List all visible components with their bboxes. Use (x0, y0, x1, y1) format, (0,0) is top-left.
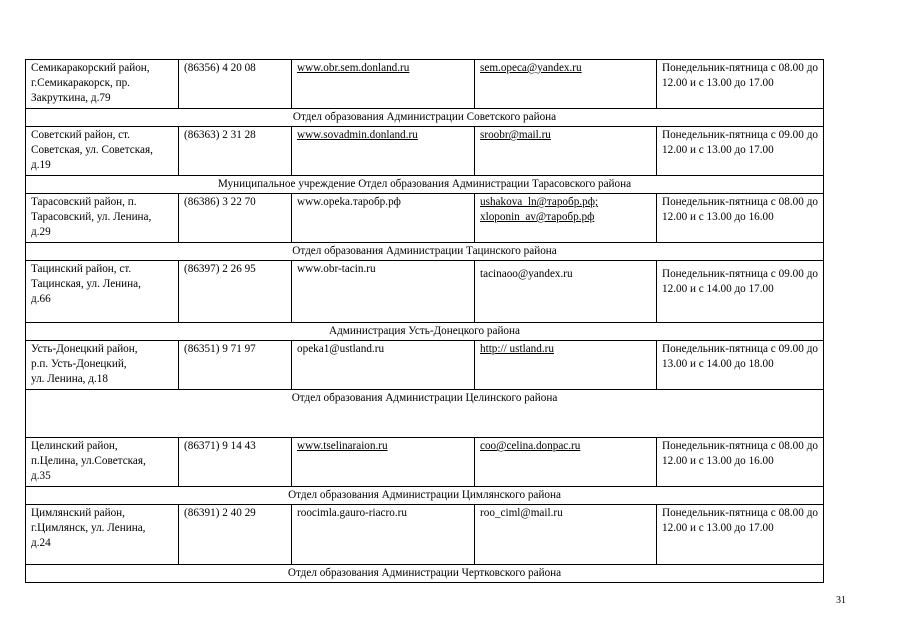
hours-cell: Понедельник-пятница с 08.00 до 12.00 и с 13.00 до 17.00 (657, 505, 824, 565)
table-row (26, 438, 824, 487)
website-cell[interactable]: www.sovadmin.donland.ru (292, 127, 475, 176)
section-row (26, 176, 824, 194)
phone-cell: (86391) 2 40 29 (179, 505, 292, 565)
section-row (26, 565, 824, 583)
section-title: Администрация Усть-Донецкого района (26, 323, 824, 341)
address-cell: Тацинский район, ст. Тацинская, ул. Ленина, д.66 (26, 261, 179, 323)
section-title: Отдел образования Администрации Целинского района (26, 390, 824, 438)
hours-cell: Понедельник-пятница с 09.00 до 13.00 и с 14.00 до 18.00 (657, 341, 824, 390)
contacts-table (25, 59, 824, 583)
phone-cell: (86356) 4 20 08 (179, 60, 292, 109)
website-cell[interactable]: opeka1@ustland.ru (292, 341, 475, 390)
address-cell: Семикаракорский район, г.Семикаракорск, пр. Закруткина, д.79 (26, 60, 179, 109)
section-row (26, 243, 824, 261)
hours-cell: Понедельник-пятница с 08.00 до 12.00 и с 13.00 до 17.00 (657, 60, 824, 109)
section-title: Отдел образования Администрации Тацинского района (26, 243, 824, 261)
section-row (26, 109, 824, 127)
website-cell[interactable]: www.opeka.таробр.рф (292, 194, 475, 243)
table-row (26, 505, 824, 565)
address-cell: Тарасовский район, п. Тарасовский, ул. Ленина, д.29 (26, 194, 179, 243)
section-row (26, 390, 824, 438)
phone-cell: (86397) 2 26 95 (179, 261, 292, 323)
website-cell[interactable]: roocimla.gauro-riacro.ru (292, 505, 475, 565)
section-title: Муниципальное учреждение Отдел образования Администрации Тарасовского района (26, 176, 824, 194)
email-cell[interactable]: sroobr@mail.ru (475, 127, 657, 176)
email-cell[interactable]: coo@celina.donpac.ru (475, 438, 657, 487)
hours-cell: Понедельник-пятница с 08.00 до 12.00 и с 13.00 до 16.00 (657, 194, 824, 243)
section-title: Отдел образования Администрации Советского района (26, 109, 824, 127)
section-row (26, 487, 824, 505)
phone-cell: (86351) 9 71 97 (179, 341, 292, 390)
section-title: Отдел образования Администрации Чертковского района (26, 565, 824, 583)
phone-cell: (86363) 2 31 28 (179, 127, 292, 176)
website-cell[interactable]: www.tselinaraion.ru (292, 438, 475, 487)
section-title: Отдел образования Администрации Цимлянского района (26, 487, 824, 505)
address-cell: Советский район, ст. Советская, ул. Советская, д.19 (26, 127, 179, 176)
address-cell: Цимлянский район, г.Цимлянск, ул. Ленина, д.24 (26, 505, 179, 565)
phone-cell: (86386) 3 22 70 (179, 194, 292, 243)
email-cell[interactable]: tacinaoo@yandex.ru (475, 261, 657, 323)
email-cell[interactable]: ushakova_ln@таробр.рф; xloponin_av@таробр.рф (475, 194, 657, 243)
address-cell: Целинский район, п.Целина, ул.Советская, д.35 (26, 438, 179, 487)
hours-cell: Понедельник-пятница с 09.00 до 12.00 и с 13.00 до 17.00 (657, 127, 824, 176)
section-row (26, 323, 824, 341)
hours-cell: Понедельник-пятница с 09.00 до 12.00 и с 14.00 до 17.00 (657, 261, 824, 323)
page-number: 31 (836, 595, 846, 606)
email-cell[interactable]: http:// ustland.ru (475, 341, 657, 390)
table-row (26, 261, 824, 323)
website-cell[interactable]: www.obr.sem.donland.ru (292, 60, 475, 109)
address-cell: Усть-Донецкий район, р.п. Усть-Донецкий, ул. Ленина, д.18 (26, 341, 179, 390)
table-row (26, 60, 824, 109)
hours-cell: Понедельник-пятница с 08.00 до 12.00 и с 13.00 до 16.00 (657, 438, 824, 487)
table-row (26, 127, 824, 176)
phone-cell: (86371) 9 14 43 (179, 438, 292, 487)
email-cell[interactable]: sem.opeca@yandex.ru (475, 60, 657, 109)
website-cell[interactable]: www.obr-tacin.ru (292, 261, 475, 323)
email-cell[interactable]: roo_ciml@mail.ru (475, 505, 657, 565)
table-row (26, 341, 824, 390)
table-row (26, 194, 824, 243)
